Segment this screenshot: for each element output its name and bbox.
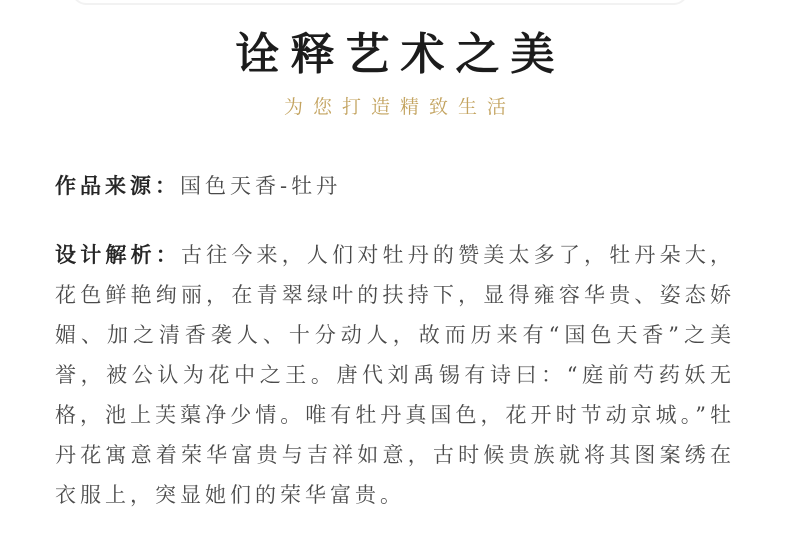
design-analysis-label: 设计解析： [55,242,181,267]
content-block [0,173,790,515]
design-analysis-paragraph [55,235,735,515]
design-analysis-text: 古往今来，人们对牡丹的赞美太多了，牡丹朵大，花色鲜艳绚丽，在青翠绿叶的扶持下，显得雍容华贵、姿态娇媚、加之清香袭人、十分动人，故而历来有“国色天香”之美誉，被公认为花中之王。唐代刘禹锡有诗曰：“庭前芍药妖无格，池上芙蕖净少情。唯有牡丹真国色，花开时节动京城。”牡丹花寓意着荣华富贵与吉祥如意，古时候贵族就将其图案绣在衣服上，突显她们的荣华富贵。 [55,243,736,507]
work-source-line [55,173,735,199]
page-subtitle: 为您打造精致生活 [283,96,516,118]
previous-card-bottom-edge [72,0,688,5]
work-source-value: 国色天香-牡丹 [180,174,342,198]
work-source-label: 作品来源： [55,173,180,198]
page-title: 诠释艺术之美 [235,29,566,80]
